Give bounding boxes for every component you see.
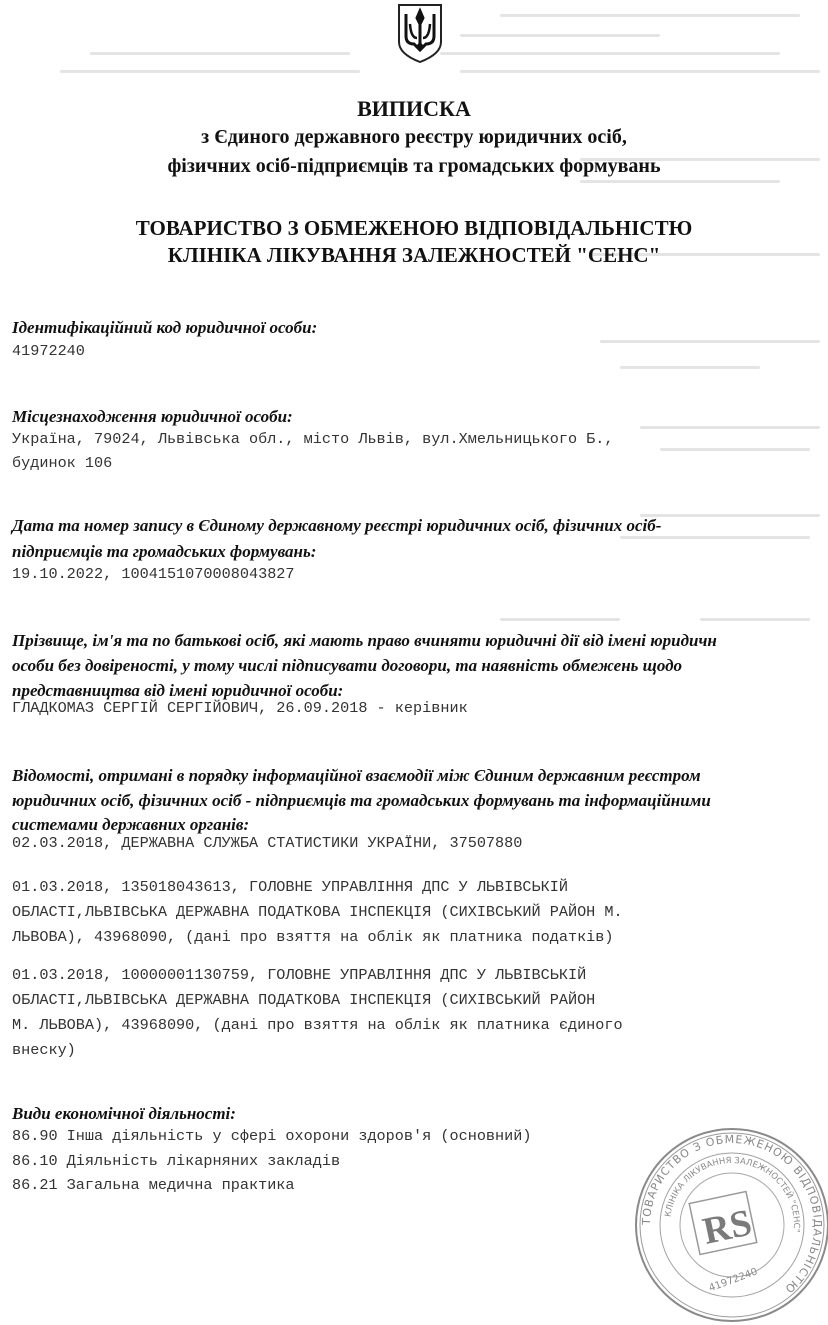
interaction-entry-2-line1: 01.03.2018, 135018043613, ГОЛОВНЕ УПРАВЛІННЯ ДПС У ЛЬВІВСЬКІЙ xyxy=(12,878,568,896)
activity-item: 86.90 Інша діяльність у сфері охорони здоров'я (основний) xyxy=(12,1127,532,1145)
interaction-label-line1: Відомості, отримані в порядку інформаційної взаємодії між Єдиним державним реєстром xyxy=(12,766,701,785)
document-subtitle-line1: з Єдиного державного реєстру юридичних осіб, xyxy=(201,126,627,148)
persons-value: ГЛАДКОМАЗ СЕРГІЙ СЕРГІЙОВИЧ, 26.09.2018 - керівник xyxy=(12,699,468,717)
id-code-label: Ідентифікаційний код юридичної особи: xyxy=(12,318,318,337)
persons-label-line2: особи без довіреності, у тому числі підписувати договори, та наявність обмежень щодо xyxy=(12,656,683,675)
organization-name-line1: ТОВАРИСТВО З ОБМЕЖЕНОЮ ВІДПОВІДАЛЬНІСТЮ xyxy=(135,216,693,240)
interaction-entry-2-line2: ОБЛАСТІ,ЛЬВІВСЬКА ДЕРЖАВНА ПОДАТКОВА ІНСПЕКЦІЯ (СИХІВСЬКИЙ РАЙОН М. xyxy=(12,903,623,921)
location-value-line2: будинок 106 xyxy=(12,454,113,472)
seal-ring-text: ТОВАРИСТВО З ОБМЕЖЕНОЮ ВІДПОВІДАЛЬНІСТЮ xyxy=(639,1132,825,1296)
interaction-entry-1-line1: 02.03.2018, ДЕРЖАВНА СЛУЖБА СТАТИСТИКИ УКРАЇНИ, 37507880 xyxy=(12,834,523,852)
interaction-entry-3-line4: внеску) xyxy=(12,1041,76,1059)
document-subtitle-line2: фізичних осіб-підприємців та громадських формувань xyxy=(167,155,661,177)
interaction-label-line3: системами державних органів: xyxy=(12,815,250,834)
persons-label-line1: Прізвище, ім'я та по батькові осіб, які мають право вчиняти юридичні дії від імені юридичн xyxy=(12,631,717,650)
persons-label-line3: представництва від імені юридичної особи: xyxy=(12,681,344,700)
interaction-entry-3-line1: 01.03.2018, 10000001130759, ГОЛОВНЕ УПРАВЛІННЯ ДПС У ЛЬВІВСЬКІЙ xyxy=(12,966,587,984)
interaction-entry-3-line3: М. ЛЬВОВА), 43968090, (дані про взяття на облік як платника єдиного xyxy=(12,1016,623,1034)
trident-coat-of-arms-icon xyxy=(395,2,445,64)
record-label-line2: підприємців та громадських формувань: xyxy=(12,542,317,561)
company-seal-stamp xyxy=(632,1125,828,1325)
interaction-entry-2-line3: ЛЬВОВА), 43968090, (дані про взяття на облік як платника податків) xyxy=(12,928,614,946)
seal-inner-text: КЛІНІКА ЛІКУВАННЯ ЗАЛЕЖНОСТЕЙ "СЕНС" xyxy=(663,1155,802,1233)
activity-item: 86.21 Загальна медична практика xyxy=(12,1176,295,1194)
document-title: ВИПИСКА xyxy=(357,96,471,121)
interaction-label-line2: юридичних осіб, фізичних осіб - підприємців та громадських формувань та інформаційними xyxy=(12,791,711,810)
location-label: Місцезнаходження юридичної особи: xyxy=(12,407,293,426)
organization-name-line2: КЛІНІКА ЛІКУВАННЯ ЗАЛЕЖНОСТЕЙ "СЕНС" xyxy=(167,243,661,267)
activity-item: 86.10 Діяльність лікарняних закладів xyxy=(12,1152,341,1170)
activities-label: Види економічної діяльності: xyxy=(12,1104,236,1123)
id-code-value: 41972240 xyxy=(12,342,85,360)
location-value-line1: Україна, 79024, Львівська обл., місто Львів, вул.Хмельницького Б., xyxy=(12,430,614,448)
seal-monogram: RS xyxy=(699,1201,756,1253)
record-label-line1: Дата та номер запису в Єдиному державному реєстрі юридичних осіб, фізичних осіб- xyxy=(12,516,662,535)
seal-code: 41972240 xyxy=(707,1266,760,1295)
interaction-entry-3-line2: ОБЛАСТІ,ЛЬВІВСЬКА ДЕРЖАВНА ПОДАТКОВА ІНСПЕКЦІЯ (СИХІВСЬКИЙ РАЙОН xyxy=(12,991,596,1009)
record-value: 19.10.2022, 1004151070008043827 xyxy=(12,565,295,583)
